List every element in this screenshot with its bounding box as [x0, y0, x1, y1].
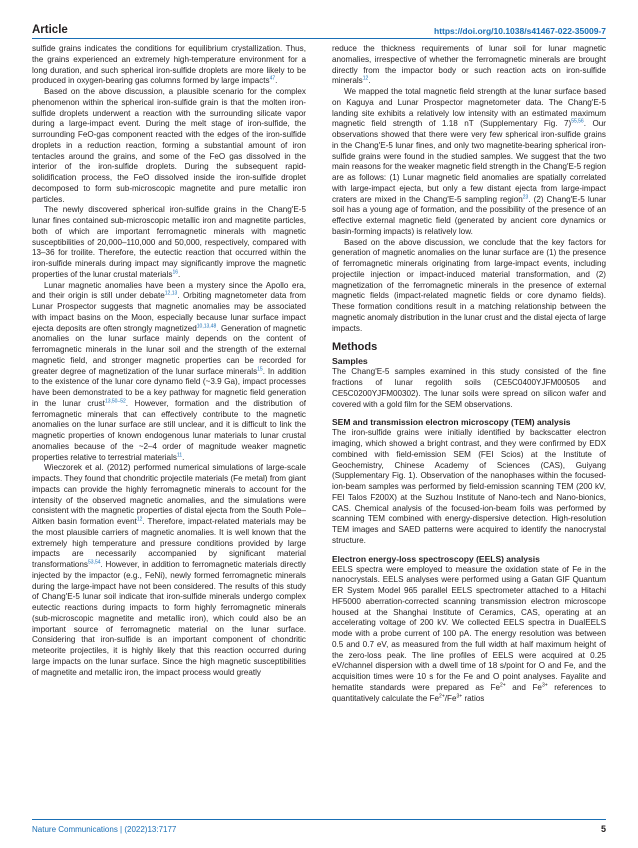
citation[interactable]: 23	[522, 193, 529, 200]
sem-tem-heading: SEM and transmission electron microscopy (TEM) analysis	[332, 417, 571, 428]
paragraph: EELS spectra were employed to measure the oxidation state of Fe in the nanocrystals. EELS analyses were performed using a Gatan GIF Quantum ER System Model 965 parallel EELS spectrometer attached to a Hitachi HF5000 aberration-corrected scanning transmission electron microscope housed at the Shanghai Institute of Ceramics, CAS, operating at an accelerating voltage of 200 kV. We collected EELS spectra in DualEELS mode with a probe current of 100 pA. The energy resolution was between 0.5 and 0.7 eV, as measured from the full width at half maximum height of the zero-loss peak. The line profiles of EELS were acquired at 0.25 eV/channel dispersion with a dwell time of 18 s/point for O and Fe, and the acquisition times were 10 s for the Fe and O point analyses. Fayalite and hematite standards were prepared as $Fe^{2+}$ and $Fe^{3+}$ references to quantitatively calculate the $Fe^{2+}/Fe^{3+}$ ratios	[332, 564, 606, 703]
journal-citation: Nature Communications | (2022)13:7177	[32, 824, 177, 834]
footer-rule	[32, 819, 606, 820]
eels-heading: Electron energy-loss spectroscopy (EELS) analysis	[332, 553, 540, 564]
citation[interactable]: 55,56	[571, 118, 584, 125]
paragraph: sulfide grains indicates the conditions for equilibrium crystallization. Thus, the grains experienced an extremely high-temperature environment for a long duration, and such spherical iron-sulfide droplets are more likely to be produced in oxygen-bearing gas columns formed by large impacts$^{47}$.	[32, 44, 306, 86]
citation[interactable]: 13,50–52	[104, 398, 126, 405]
doi-link[interactable]: https://doi.org/10.1038/s41467-022-35009-7	[434, 26, 606, 36]
article-type-label: Article	[32, 24, 68, 36]
paragraph: The newly discovered spherical iron-sulfide grains in the Chang'E-5 lunar fines contained sub-microscopic metallic iron and magnetite particles, both of which are important ferromagnetic minerals with magnetic susceptibilities of 20,000–110,000 and 50,000, respectively, compared with 13–36 for troilite. Therefore, the eutectic reaction that occurred within the iron-sulfide minerals during impact may significantly improve the magnetic properties of the lunar crustal materials$^{16}$.	[32, 205, 306, 279]
header-rule	[32, 38, 606, 39]
paragraph: The iron-sulfide grains were initially identified by backscatter electron imaging, which showed a bright contrast, and they were confirmed by EDX combined with field-emission SEM (FEI Scios) at the Institute of Geochemistry, Chinese Academy of Sciences (CAS), Guiyang (Supplementary Fig. 1). Observation of the nanophases within the focused-ion-beam samples was performed by field-emission scanning TEM (200 kV, FEI Talos F200X) at the Suzhou Institute of Nano-tech and Nano-bionics, CAS. Chemical analysis of the focused-ion-beam foils was performed by scanning TEM combined with energy-dispersive detection. High-resolution TEM images and SAED patterns were acquired to identify the nanocrystal structure.	[332, 428, 606, 545]
samples-heading: Samples	[332, 356, 368, 367]
citation[interactable]: 12	[136, 516, 143, 523]
paragraph: Based on the above discussion, we conclude that the key factors for generation of magnetic anomalies on the lunar surface are (1) the presence of ferromagnetic minerals originating from large-impact events, including projectile injection or impact-induced material transformation, and (2) magnetization of the ferromagnetic minerals in the presence of external magnetic fields (impact-related magnetic fields or core dynamo fields). These formation conditions result in a matching relationship between the magnetic anomaly distribution in the lunar crust and the distal ejecta of large impacts.	[332, 237, 606, 333]
page-footer	[32, 822, 606, 836]
right-column	[332, 44, 606, 814]
paragraph: reduce the thickness requirements of lunar soil for lunar magnetic anomalies, irrespective of whether the ferromagnetic minerals are brought directly from the impactor body or such reaction acts on iron-sulfide minerals$^{12}$.	[332, 44, 606, 86]
paragraph: The Chang'E-5 samples examined in this study consisted of the fine fractions of lunar regolith soils (CE5C0400YJFM00505 and CE5C0200YJFM00302). The lunar soils were spread on silicon wafer and covered with a gold film for the SEM observations.	[332, 367, 606, 409]
citation[interactable]: 53,54	[88, 559, 101, 566]
citation[interactable]: 10,13,48	[196, 322, 217, 329]
citation[interactable]: 15	[257, 365, 263, 372]
page-header	[32, 16, 606, 36]
paragraph: Lunar magnetic anomalies have been a mystery since the Apollo era, and their origin is still under debate$^{12,13}$. Orbiting magnetometer data from Lunar Prospector suggests that magnetic anomalies may be associated with impact basins on the Moon, especially because lunar surface impact ejecta deposits are often strongly magnetized$^{10,13,48}$. Generation of magnetic anomalies on the lunar surface mainly depends on the content of ferromagnetic minerals in the lunar soil and the strength of the external magnetic field, and stronger magnetic properties can be recorded for greater degree of magnetization of the lunar surface minerals$^{15}$. In addition to the existence of the lunar core dynamo field (~3.9 Ga), impact processes have been demonstrated to be a key pathway for magnetic field generation in the lunar crust$^{13,50-52}$. However, formation and the distribution of ferromagnetic minerals that can effectively contribute to the magnetic anomalies on the lunar surface are still unclear, and it is difficult to link the magnetic properties of known endogenous lunar materials to lunar crustal anomalies because of the ~2–4 order of magnitude weaker magnetic properties relative to terrestrial materials$^{11}$.	[32, 280, 306, 462]
citation[interactable]: 11	[176, 451, 183, 458]
citation[interactable]: 12,13	[164, 290, 178, 297]
paragraph: Based on the above discussion, a plausible scenario for the complex phenomenon within the spherical iron-sulfide grain is that the molten iron-sulfide droplets underwent a reaction with the surrounding silicate vapor during a large-impact event. During the melt stage of iron-sulfide, the surrounding FeO-gas component reacted with the edges of the iron-sulfide droplets in a reduction reaction, forming a substantial amount of iron tentacles around the grains, and some of the FeO gas dissolved in the interior of the iron-sulfide droplets. During the subsequent rapid-solidification process, the FeO dissolved inside the iron-sulfide droplet decomposed to form sub-microscopic magnetite and pure metallic iron particles.	[32, 87, 306, 204]
citation[interactable]: 16	[172, 269, 179, 276]
citation[interactable]: 47	[269, 75, 276, 82]
paragraph: We mapped the total magnetic field strength at the lunar surface based on Kaguya and Lunar Prospector magnetometer data. The Chang'E-5 landing site exhibits a relatively low intensity with an estimated maximum magnetic field strength of 1.18 nT (Supplementary Fig. 7)$^{55,56}$. Our observations showed that there were very few spherical iron-sulfide grains in the Chang'E-5 lunar fines, and only two magnetite-bearing spherical iron-sulfide grains were found in the studied samples. We suggest that the two main reasons for the weaker magnetic field strength in the Chang'E-5 region are as follows: (1) Lunar magnetic field anomalies are spatially correlated with large-impact ejecta, but only a few distant ejecta from large-impact craters are mixed in the Chang'E-5 sampling region$^{23}$. (2) Chang'E-5 lunar soil has a young age of formation, and the possibility of the presence of an effective external magnetic field (generated by ancient core dynamics or basin-forming impacts) is relatively low.	[332, 87, 606, 236]
left-column	[32, 44, 306, 814]
methods-heading: Methods	[332, 341, 378, 354]
page-number: 5	[600, 824, 606, 834]
paragraph: Wieczorek et al. (2012) performed numerical simulations of large-scale impacts. They found that chondritic projectile materials (Fe metal) from giant impacts can provide the highly ferromagnetic minerals to account for the intensity of the observed magnetic anomalies, and the simulations were consistent with the magnetic properties of distal ejecta from the South Pole–Aitken basin formation event$^{12}$. Therefore, impact-related materials may be the most plausible carriers of magnetic anomalies. It is well known that the extremely high temperature and pressure conditions provided by large impacts are necessarily accompanied by significant material transformations$^{53,54}$. However, in addition to ferromagnetic materials directly injected by the impactor (e.g., FeNi), newly formed ferromagnetic minerals during the large-impact have not been considered. The results of this study of Chang'E-5 lunar soil indicate that iron-sulfide minerals undergo complex eutectic reactions during impacts to form highly ferromagnetic minerals (sub-microscopic magnetite and metallic iron), which could also be an important source of ferromagnetic material on the lunar surface. Considering that iron-sulfide is an important component of chondritic meteorite projectiles, it is highly likely that this reaction occurred during large impacts on the lunar surface. Since the high magnetic susceptibilities of magnetite and metallic iron, the impact process would greatly	[32, 463, 306, 677]
citation[interactable]: 12	[362, 75, 369, 82]
